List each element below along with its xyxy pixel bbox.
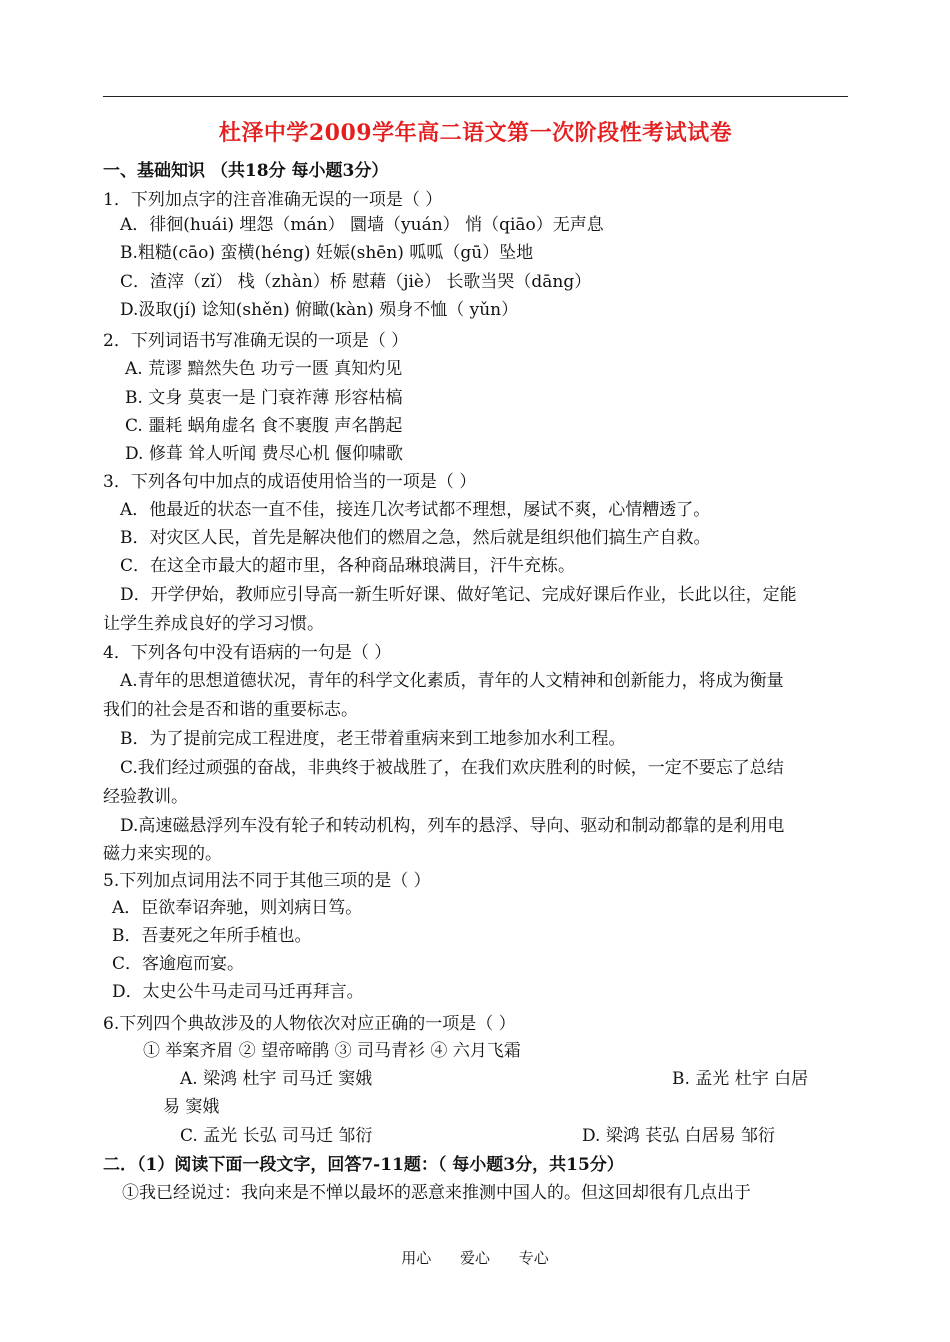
text-line: 易 窦娥 [163, 1097, 220, 1117]
text-line: B．吾妻死之年所手植也。 [112, 926, 312, 946]
text-line: A．他最近的状态一直不佳，接连几次考试都不理想，屡试不爽，心情糟透了。 [120, 500, 711, 520]
text-line: A．徘徊(huái) 埋怨（mán） 圜墙（yuán） 悄（qiāo）无声息 [120, 215, 604, 235]
text-line: 4．下列各句中没有语病的一句是（ ） [103, 643, 392, 663]
text-line: ① 举案齐眉 ② 望帝啼鹃 ③ 司马青衫 ④ 六月飞霜 [143, 1041, 521, 1061]
page-title: 杜泽中学2009学年高二语文第一次阶段性考试试卷 [218, 120, 733, 146]
text-line: D. 修葺 耸人听闻 费尽心机 偃仰啸歌 [125, 444, 404, 464]
text-line: 经验教训。 [103, 787, 188, 807]
text-line: B．对灾区人民，首先是解决他们的燃眉之急，然后就是组织他们搞生产自救。 [120, 528, 711, 548]
text-line: A. 梁鸿 杜宇 司马迁 窦娥 [180, 1069, 373, 1089]
text-line: A. 荒谬 黯然失色 功亏一匮 真知灼见 [125, 359, 403, 379]
text-line: B.粗糙(cāo) 蛮横(héng) 妊娠(shēn) 呱呱（gū）坠地 [120, 243, 534, 263]
text-line: D.高速磁悬浮列车没有轮子和转动机构，列车的悬浮、导向、驱动和制动都靠的是利用电 [120, 816, 785, 836]
text-line: 5.下列加点词用法不同于其他三项的是（ ） [103, 871, 431, 891]
text-line: B．为了提前完成工程进度，老王带着重病来到工地参加水利工程。 [120, 729, 626, 749]
text-line: C．在这全市最大的超市里，各种商品琳琅满目，汗牛充栋。 [120, 556, 576, 576]
header-rule [103, 96, 848, 97]
text-line: 我们的社会是否和谐的重要标志。 [103, 700, 358, 720]
text-line: 磁力来实现的。 [103, 844, 222, 864]
text-line: 二．（1）阅读下面一段文字，回答7-11题：（ 每小题3分，共15分） [103, 1155, 624, 1175]
text-line: C．客逾庖而宴。 [112, 954, 245, 974]
text-line: 让学生养成良好的学习习惯。 [103, 614, 324, 634]
text-line: 1．下列加点字的注音准确无误的一项是（ ） [103, 190, 443, 210]
text-line: B. 文身 莫衷一是 门衰祚薄 形容枯槁 [125, 388, 403, 408]
text-line: 3．下列各句中加点的成语使用恰当的一项是（ ） [103, 472, 477, 492]
text-line: C. 噩耗 蜗角虚名 食不裹腹 声名鹊起 [125, 416, 403, 436]
text-line: C．渣滓（zǐ） 栈（zhàn）桥 慰藉（jiè） 长歌当哭（dāng） [120, 272, 592, 292]
text-line: A．臣欲奉诏奔驰，则刘病日笃。 [112, 898, 363, 918]
text-line: C. 孟光 长弘 司马迁 邹衍 [180, 1126, 373, 1146]
footer-word-3: 专心 [518, 1249, 549, 1267]
text-line: D.汲取(jí) 谂知(shěn) 俯瞰(kàn) 殒身不恤（ yǔn） [120, 300, 519, 320]
text-line: 2．下列词语书写准确无误的一项是（ ） [103, 331, 409, 351]
text-line: A.青年的思想道德状况，青年的科学文化素质，青年的人文精神和创新能力，将成为衡量 [120, 671, 784, 691]
text-line: 一、基础知识 （共18分 每小题3分） [103, 161, 389, 181]
footer-word-2: 爱心 [459, 1249, 490, 1267]
text-line: C.我们经过顽强的奋战，非典终于被战胜了，在我们欢庆胜利的时候，一定不要忘了总结 [120, 758, 784, 778]
footer-word-1: 用心 [401, 1249, 432, 1267]
text-line: ①我已经说过：我向来是不惮以最坏的恶意来推测中国人的。但这回却很有几点出于 [122, 1183, 751, 1203]
text-line: D．太史公牛马走司马迁再拜言。 [112, 982, 364, 1002]
text-line: 6.下列四个典故涉及的人物依次对应正确的一项是（ ） [103, 1014, 516, 1034]
text-line: D. 梁鸿 苌弘 白居易 邹衍 [582, 1126, 776, 1146]
text-line: D．开学伊始，教师应引导高一新生听好课、做好笔记、完成好课后作业，长此以往，定能 [120, 585, 797, 605]
text-line: B. 孟光 杜宇 白居 [672, 1069, 809, 1089]
page-footer [0, 1247, 950, 1268]
